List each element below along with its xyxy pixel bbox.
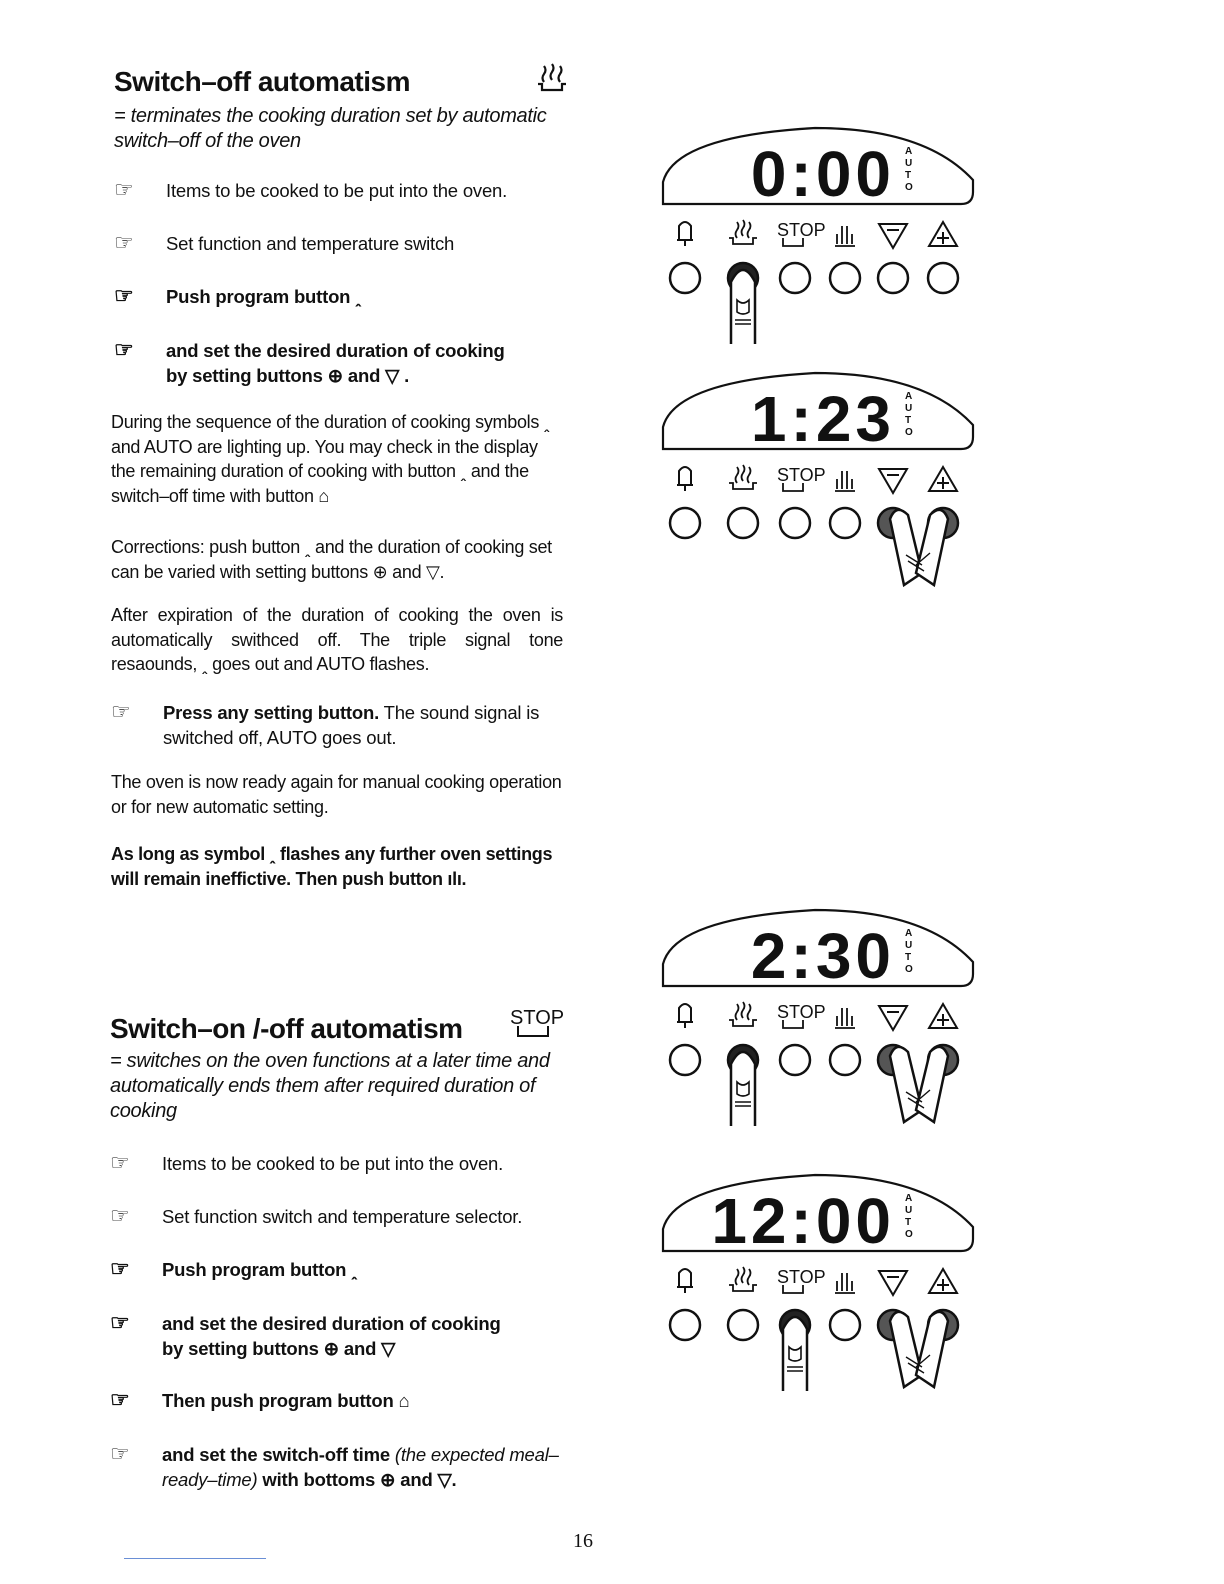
section2-title: Switch–on /-off automatism — [110, 1013, 463, 1044]
auto-indicator-letter: U — [905, 158, 913, 169]
minus-button-icon — [879, 469, 907, 493]
section1-title: Switch–off automatism — [114, 66, 410, 97]
svg-text:STOP: STOP — [777, 1267, 826, 1287]
display-time: 2:30 — [750, 920, 895, 992]
two-fingers-pressing — [890, 1047, 948, 1122]
pot-icon — [729, 465, 757, 489]
auto-indicator-letter: A — [905, 146, 913, 157]
display-time: 12:00 — [711, 1185, 895, 1257]
auto-indicator-letter: T — [905, 415, 912, 426]
section1-subtitle: = terminates the cooking duration set by automatic switch–off of the oven — [114, 105, 547, 152]
pot-icon — [729, 1267, 757, 1291]
pointing-hand-icon: ☞ — [114, 337, 134, 362]
stop-icon — [508, 1004, 564, 1045]
stop-button[interactable] — [780, 263, 810, 293]
auto-indicator-letter: U — [905, 403, 913, 414]
two-fingers-pressing — [890, 510, 948, 585]
hand-button[interactable] — [830, 1045, 860, 1075]
auto-indicator-letter: T — [905, 1217, 912, 1228]
svg-text:STOP: STOP — [777, 1002, 826, 1022]
minus-button[interactable] — [878, 263, 908, 293]
bell-icon — [677, 1004, 693, 1028]
svg-text:STOP: STOP — [777, 465, 826, 485]
pointing-hand-icon: ☞ — [110, 1150, 130, 1175]
control-panel-3 — [655, 900, 985, 1135]
auto-indicator-letter: O — [905, 1229, 913, 1240]
list-item: ☞ Set function and temperature switch — [114, 230, 455, 255]
bell-icon — [677, 1269, 693, 1293]
minus-button-icon — [879, 1271, 907, 1295]
page-number: 16 — [573, 1530, 593, 1552]
finger-pressing-stop — [783, 1317, 807, 1391]
manual-mode-icon — [835, 226, 855, 246]
pot-icon — [729, 220, 757, 244]
section2-subtitle: = switches on the oven functions at a later time and automatically ends them after required duration of cooking — [110, 1050, 550, 1122]
list-item: ☞ Set function switch and temperature selector. — [110, 1203, 523, 1228]
bell-button[interactable] — [670, 508, 700, 538]
svg-text:STOP: STOP — [510, 1007, 564, 1029]
pointing-hand-icon: ☞ — [114, 230, 134, 255]
auto-indicator-letter: T — [905, 170, 912, 181]
list-item: ☞ and set the desired duration of cooking by setting buttons ⊕ and ▽ . — [114, 337, 505, 386]
control-panel-2 — [655, 363, 985, 598]
paragraph-expiration: After expiration of the duration of cooking the oven is automatically swithced off. The triple signal tone resaounds, ꞈ goes out and AUTO flashes. — [111, 605, 563, 674]
auto-indicator-letter: A — [905, 391, 913, 402]
control-panel-4 — [655, 1165, 985, 1400]
finger-pressing-pot — [731, 270, 755, 344]
pointing-hand-icon: ☞ — [114, 283, 134, 308]
pointing-hand-icon: ☞ — [114, 177, 134, 202]
pointing-hand-icon: ☞ — [110, 1387, 130, 1412]
stop-icon — [777, 1002, 826, 1028]
auto-indicator-letter: O — [905, 427, 913, 438]
pointing-hand-icon: ☞ — [110, 1203, 130, 1228]
auto-indicator-letter: A — [905, 928, 913, 939]
stop-button[interactable] — [780, 508, 810, 538]
stop-icon — [777, 220, 826, 246]
footer-rule — [124, 1558, 266, 1559]
auto-indicator-letter: U — [905, 940, 913, 951]
auto-indicator-letter: U — [905, 1205, 913, 1216]
pot-icon — [729, 1002, 757, 1026]
pointing-hand-icon: ☞ — [110, 1256, 130, 1281]
minus-button-icon — [879, 224, 907, 248]
minus-button-icon — [879, 1006, 907, 1030]
hand-button[interactable] — [830, 263, 860, 293]
two-fingers-pressing — [890, 1312, 948, 1387]
pot-icon — [534, 62, 570, 99]
bell-button[interactable] — [670, 1045, 700, 1075]
list-item: ☞ Push program button ꞈ — [114, 283, 362, 308]
paragraph-warning: As long as symbol ꞈ flashes any further oven settings will remain ineffictive. Then push button ılı. — [111, 844, 553, 889]
finger-pressing-pot — [731, 1052, 755, 1126]
plus-button-icon — [929, 467, 957, 491]
auto-indicator-letter: A — [905, 1193, 913, 1204]
hand-button[interactable] — [830, 508, 860, 538]
list-item: ☞ Then push program button ⌂ — [110, 1387, 410, 1412]
list-item: ☞ Items to be cooked to be put into the oven. — [110, 1150, 504, 1175]
plus-button-icon — [929, 1004, 957, 1028]
pot-button[interactable] — [728, 1310, 758, 1340]
list-item: ☞ and set the switch-off time (the expected meal–ready–time) with bottoms ⊕ and ▽. — [110, 1441, 559, 1490]
plus-button-icon — [929, 1269, 957, 1293]
auto-indicator-letter: O — [905, 964, 913, 975]
stop-icon — [777, 1267, 826, 1293]
control-panel-1 — [655, 118, 985, 353]
stop-icon — [777, 465, 826, 491]
paragraph-corrections: Corrections: push button ꞈ and the duration of cooking set can be varied with setting buttons ⊕ and ▽. — [111, 537, 552, 582]
paragraph-display-info: During the sequence of the duration of cooking symbols ꞈ and AUTO are lighting up. You may check in the display the remaining duration of cooking with button ꞈ and the switch–off time with button ⌂ — [111, 412, 550, 506]
pointing-hand-icon: ☞ — [111, 699, 131, 724]
bell-button[interactable] — [670, 1310, 700, 1340]
bell-button[interactable] — [670, 263, 700, 293]
bell-icon — [677, 222, 693, 246]
svg-text:STOP: STOP — [777, 220, 826, 240]
manual-mode-icon — [835, 1008, 855, 1028]
list-item: ☞ Press any setting button. The sound signal is switched off, AUTO goes out. — [111, 699, 540, 748]
display-time: 0:00 — [750, 138, 895, 210]
auto-indicator-letter: T — [905, 952, 912, 963]
plus-button[interactable] — [928, 263, 958, 293]
list-item: ☞ Items to be cooked to be put into the oven. — [114, 177, 508, 202]
pointing-hand-icon: ☞ — [110, 1310, 130, 1335]
pot-button[interactable] — [728, 508, 758, 538]
auto-indicator-letter: O — [905, 182, 913, 193]
pointing-hand-icon: ☞ — [110, 1441, 130, 1466]
bell-icon — [677, 467, 693, 491]
paragraph-ready: The oven is now ready again for manual cooking operation or for new automatic setting. — [111, 772, 562, 817]
manual-mode-icon — [835, 471, 855, 491]
list-item: ☞ and set the desired duration of cooking by setting buttons ⊕ and ▽ — [110, 1310, 501, 1359]
list-item: ☞ Push program button ꞈ — [110, 1256, 358, 1281]
hand-button[interactable] — [830, 1310, 860, 1340]
display-time: 1:23 — [750, 383, 895, 455]
manual-mode-icon — [835, 1273, 855, 1293]
stop-button[interactable] — [780, 1045, 810, 1075]
plus-button-icon — [929, 222, 957, 246]
